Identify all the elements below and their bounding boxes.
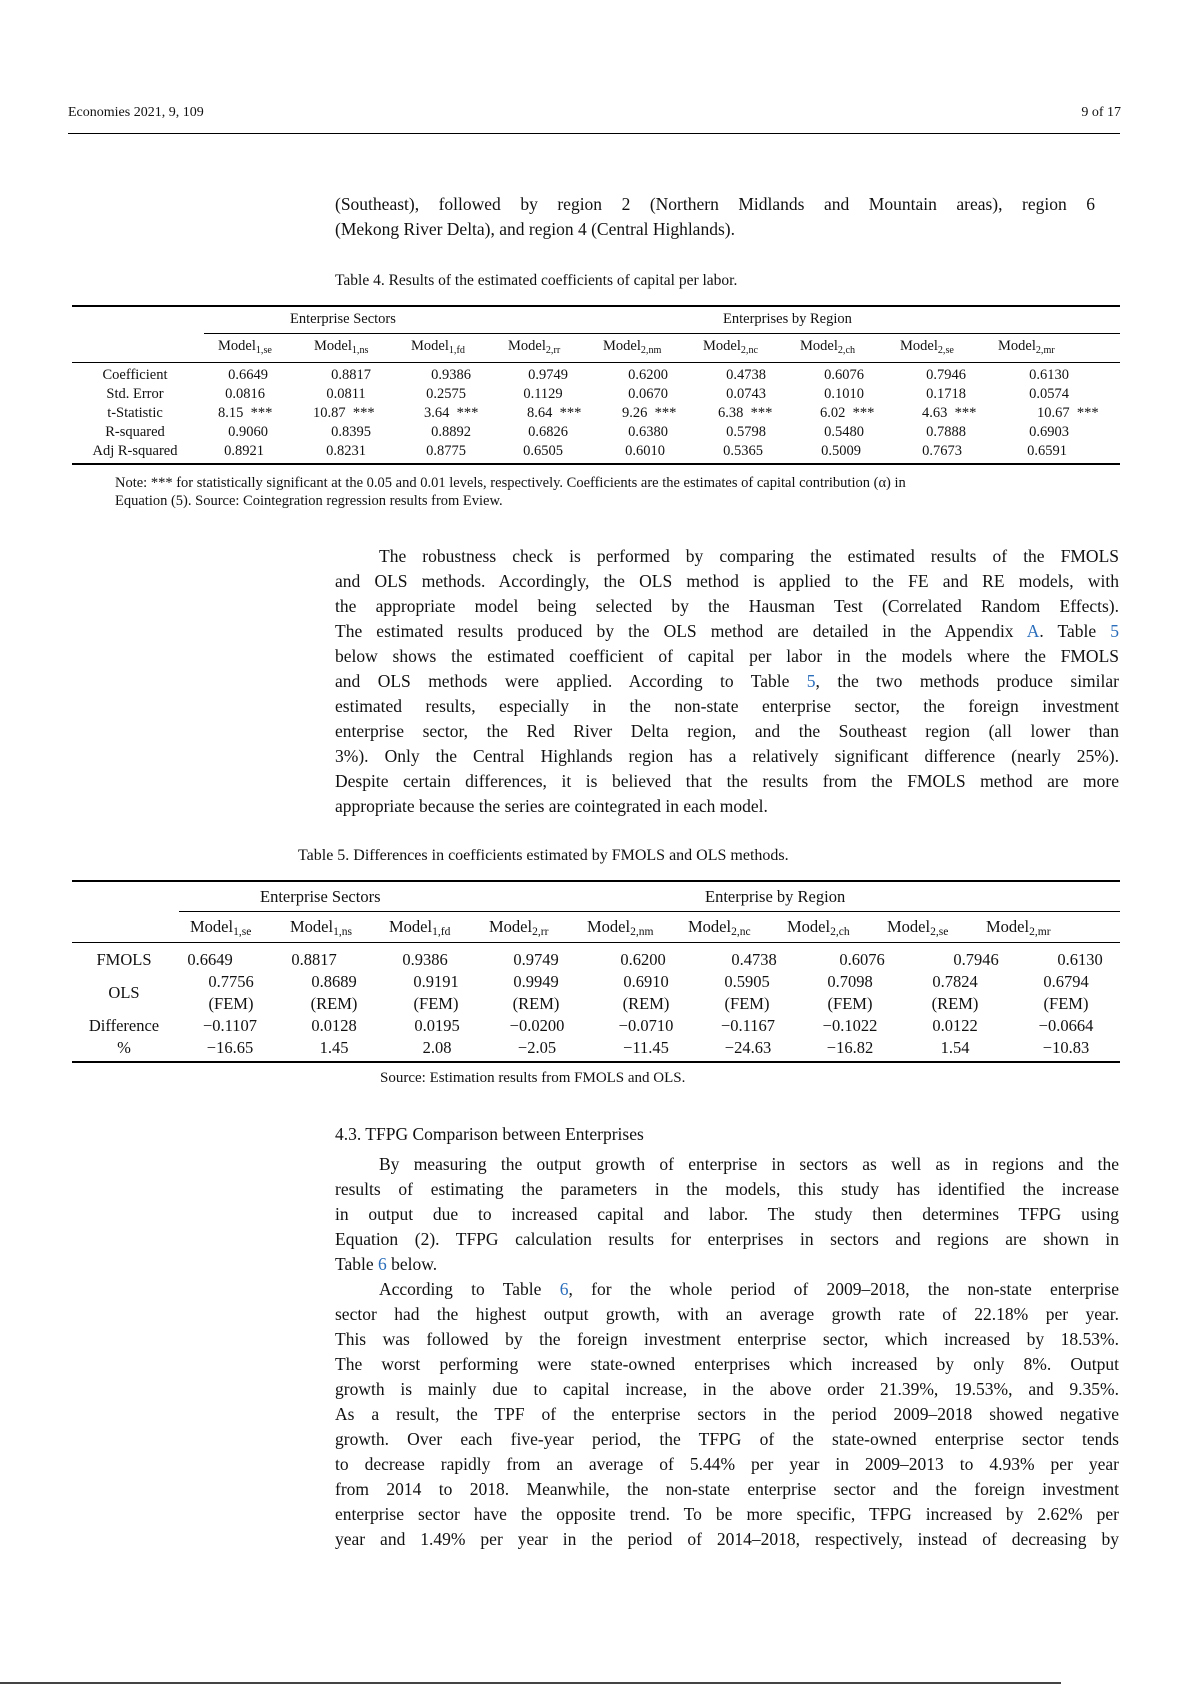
column-header-base: Model [887,917,931,936]
table5-source: Source: Estimation results from FMOLS and OLS. [380,1070,686,1086]
table4-top-rule [72,305,1120,307]
table4-bottom-rule [72,463,1120,465]
journal-citation: Economies 2021, 9, 109 [68,105,204,120]
table5-group-regions: Enterprise by Region [705,887,846,906]
column-header-subscript: 2,nc [740,345,759,356]
table5-cell: 0.7756 [208,972,254,991]
table4-cell: 0.6010 [625,443,665,459]
table4-cell: 6.02 *** [820,405,875,421]
s43-p2-line-4: The worst performing were state-owned enterprises which increased by only 8%. Output [335,1354,1119,1374]
table5-cell: 0.0195 [414,1016,460,1035]
column-header-subscript: 2,mr [1035,345,1055,356]
table5-group-sectors: Enterprise Sectors [260,887,381,906]
table5-cell: 0.7098 [827,972,873,991]
column-header-subscript: 2,rr [532,926,549,938]
table5-cell: 2.08 [422,1038,452,1057]
column-header-base: Model [218,338,256,354]
table4-column-header [603,338,661,356]
table4-cell: 8.15 *** [218,405,273,421]
table4-cell: 0.6826 [528,424,568,440]
table4-cell: 0.0574 [1029,386,1069,402]
table4-row-label: Coefficient [102,367,168,383]
table5-cell: −0.1167 [720,1016,776,1035]
robustness-line-9: 3%). Only the Central Highlands region has a relatively significant difference (nearly 25%). [335,746,1119,766]
table4-cell: 9.26 *** [622,405,677,421]
intro-line-2: (Mekong River Delta), and region 4 (Central Highlands). [335,219,735,239]
table4-row-label: t-Statistic [107,405,163,421]
table5-column-header [587,917,654,938]
s43-p2-line-9: from 2014 to 2018. Meanwhile, the non-state enterprise sector and the foreign investment [335,1479,1119,1499]
table5-cell: −24.63 [724,1038,772,1057]
table5-row-label: FMOLS [96,950,152,969]
table4-cell: 0.1129 [523,386,563,402]
table4-cell: 0.6380 [628,424,668,440]
robustness-line-5: below shows the estimated coefficient of capital per labor in the models where the FMOLS [335,646,1119,666]
table5-cell: −0.0664 [1038,1016,1094,1035]
table5-cell: 0.6200 [620,950,666,969]
column-header-base: Model [290,917,334,936]
table5-cell: 0.6076 [839,950,885,969]
table4-cell: 0.8395 [331,424,371,440]
table5-column-header [489,917,548,938]
table4-cell: 0.5365 [723,443,763,459]
table5-column-header [787,917,850,938]
table5-cell: 0.6649 [187,950,233,969]
s43-p2-line-6: As a result, the TPF of the enterprise sectors in the period 2009–2018 showed negative [335,1404,1119,1424]
table4-cell: 0.2575 [426,386,466,402]
table5-column-header [389,917,450,938]
table5-column-header [986,917,1051,938]
s43-p1-line-5 [335,1252,1119,1277]
table4-cell: 0.9386 [431,367,471,383]
table5-cell-model: (FEM) [208,994,254,1013]
table5-cell: 0.7824 [932,972,978,991]
table5-cell: 0.9949 [513,972,559,991]
table5-cell-model: (FEM) [413,994,459,1013]
column-header-base: Model [900,338,938,354]
table4-cell: 8.64 *** [527,405,582,421]
table4-cell: 0.0743 [726,386,766,402]
column-header-subscript: 2,nm [630,926,654,938]
column-header-base: Model [508,338,546,354]
robustness-line-6-after: , the two methods produce similar [815,671,1119,691]
column-header-subscript: 1,ns [351,345,369,356]
table5-cell: −16.65 [206,1038,254,1057]
robustness-line-6-text: and OLS methods were applied. According to Table [335,671,807,691]
s43-p1-prefix: Table [335,1254,378,1274]
s43-p2-line-8: to decrease rapidly from an average of 5.44% per year in 2009–2013 to 4.93% per year [335,1454,1119,1474]
s43-p2-line-1 [335,1277,1119,1302]
table4-cell: 0.6076 [824,367,864,383]
s43-p2-line-10: enterprise sector have the opposite trend. To be more specific, TFPG increased by 2.62% per [335,1504,1119,1524]
table5-row-label: OLS [108,983,140,1002]
page-number: 9 of 17 [1081,105,1121,120]
table4-note-line-1: Note: *** for statistically significant at the 0.05 and 0.01 levels, respectively. Coefficients are the estimates of capital contribution (α) in [115,475,906,491]
table5-cell: 0.6794 [1043,972,1089,991]
table4-cell: 0.8817 [331,367,371,383]
table5-cell: 0.8689 [311,972,357,991]
s43-p2-suffix: , for the whole period of 2009–2018, the non-state enterprise [568,1279,1119,1299]
table4-cell: 3.64 *** [424,405,479,421]
table5-cell-model: (FEM) [1043,994,1089,1013]
table5-cell: 0.9386 [402,950,448,969]
header-divider [68,133,1120,134]
robustness-line-4 [335,619,1119,644]
s43-p2-line-7: growth. Over each five-year period, the TFPG of the state-owned enterprise sector tends [335,1429,1119,1449]
table5-cell: 0.4738 [731,950,777,969]
s43-p1-line-3: in output due to increased capital and labor. The study then determines TFPG using [335,1204,1119,1224]
s43-p1-line-1: By measuring the output growth of enterprise in sectors as well as in regions and the [379,1154,1119,1174]
table5-column-header [688,917,751,938]
table5-column-header [290,917,352,938]
robustness-line-3: the appropriate model being selected by the Hausman Test (Correlated Random Effects). [335,596,1119,616]
table4-cell: 0.0816 [225,386,265,402]
table4-row-label: Adj R-squared [92,443,178,459]
table5-cell: −0.0710 [618,1016,674,1035]
column-header-subscript: 2,ch [830,926,850,938]
s43-p2-line-5: growth is mainly due to capital increase, in the above order 21.39%, 19.53%, and 9.35%. [335,1379,1119,1399]
table4-column-header [218,338,272,356]
table5-cell: 0.9191 [413,972,459,991]
section-4-3-body [335,1152,1119,1552]
table6-link[interactable]: 6 [559,1279,569,1299]
s43-p2-line-11: year and 1.49% per year in the period of 2014–2018, respectively, instead of decreasing by [335,1529,1119,1549]
section-heading: 4.3. TFPG Comparison between Enterprises [335,1124,644,1144]
table4-cell: 0.0811 [326,386,366,402]
table4-cell: 0.6903 [1029,424,1069,440]
table4-note [115,474,1115,510]
s43-p1-line-2: results of estimating the parameters in the models, this study has identified the increase [335,1179,1119,1199]
table4-cell: 0.5009 [821,443,861,459]
column-header-base: Model [998,338,1036,354]
column-header-base: Model [688,917,732,936]
table4-column-header [411,338,465,356]
table5-top-rule [72,880,1120,882]
table4-row-label: R-squared [105,424,165,440]
table5-cell: −2.05 [517,1038,557,1057]
table4-cell: 0.6130 [1029,367,1069,383]
table5-cell: −0.0200 [509,1016,565,1035]
table5-cell: 0.6130 [1057,950,1103,969]
table4-group-regions: Enterprises by Region [723,311,852,327]
table4-cell: 0.6505 [523,443,563,459]
table4-cell: 10.87 *** [313,405,375,421]
s43-p2-line-2: sector had the highest output growth, with an average growth rate of 22.18% per year. [335,1304,1119,1324]
column-header-subscript: 1,se [255,345,272,356]
robustness-line-4-after: . Table [1039,621,1111,641]
column-header-base: Model [389,917,433,936]
table4-column-header [800,338,855,356]
column-header-subscript: 2,mr [1029,926,1051,938]
column-header-base: Model [190,917,234,936]
table5-cell: 0.5905 [724,972,770,991]
table4-cell: 0.5480 [824,424,864,440]
table4-cell: 0.8921 [224,443,264,459]
table4-cell: 0.8231 [326,443,366,459]
table5-cell: −0.1107 [202,1016,258,1035]
table4-group-sectors: Enterprise Sectors [290,311,396,327]
table4-cell: 0.1718 [926,386,966,402]
table4-column-header [703,338,758,356]
column-header-subscript: 2,se [937,345,954,356]
s43-p2-prefix: According to Table [379,1279,560,1299]
column-header-base: Model [411,338,449,354]
robustness-line-8: enterprise sector, the Red River Delta region, and the Southeast region (all lower than [335,721,1119,741]
table4-cell: 0.6649 [228,367,268,383]
table5-cell: 0.0128 [311,1016,357,1035]
robustness-line-7: estimated results, especially in the non-state enterprise sector, the foreign investment [335,696,1119,716]
s43-p1-line-4: Equation (2). TFPG calculation results for enterprises in sectors and regions are shown in [335,1229,1119,1249]
column-header-base: Model [787,917,831,936]
table5-group-rule [179,911,1120,912]
column-header-subscript: 2,nc [731,926,751,938]
table4-cell: 4.63 *** [922,405,977,421]
column-header-subscript: 1,se [233,926,252,938]
table4-column-header [314,338,368,356]
table5-cell-model: (REM) [622,994,670,1013]
table4-cell: 0.5798 [726,424,766,440]
table4-column-header [998,338,1055,356]
table5-caption: Table 5. Differences in coefficients estimated by FMOLS and OLS methods. [298,847,789,864]
appendix-a-link[interactable]: A [1026,621,1040,641]
table4-cell: 0.7946 [926,367,966,383]
column-header-base: Model [800,338,838,354]
table5-cell: 0.6910 [623,972,669,991]
table4-cell: 0.7673 [922,443,962,459]
table6-link[interactable]: 6 [378,1254,387,1274]
table4-cell: 0.0670 [628,386,668,402]
table4-cell: 0.4738 [726,367,766,383]
table5-column-header [190,917,251,938]
table4-cell: 0.7888 [926,424,966,440]
table5-cell-model: (REM) [931,994,979,1013]
table5-column-header [887,917,948,938]
table4-cell: 0.9749 [528,367,568,383]
column-header-subscript: 2,se [930,926,949,938]
table5-cell: 1.45 [319,1038,349,1057]
table5-cell: −0.1022 [822,1016,878,1035]
robustness-line-11: appropriate because the series are cointegrated in each model. [335,796,768,816]
table5-cell-model: (REM) [310,994,358,1013]
table4-cell: 0.8775 [426,443,466,459]
table5-cell: 0.8817 [291,950,337,969]
table4-cell: 0.1010 [824,386,864,402]
table4-group-rule [204,333,1120,334]
column-header-base: Model [603,338,641,354]
table4-cell: 0.9060 [228,424,268,440]
table5-cell: 0.9749 [513,950,559,969]
table4-header-rule [72,362,1120,363]
column-header-base: Model [489,917,533,936]
table5-link[interactable]: 5 [806,671,816,691]
table5-cell: 0.7946 [953,950,999,969]
robustness-line-1: The robustness check is performed by comparing the estimated results of the FMOLS [379,546,1119,566]
table5-cell: −10.83 [1042,1038,1090,1057]
table5-cell-model: (REM) [512,994,560,1013]
robustness-line-6 [335,669,1119,694]
column-header-subscript: 2,rr [545,345,561,356]
column-header-subscript: 2,ch [837,345,856,356]
table4-cell: 0.8892 [431,424,471,440]
table5-header-rule [72,942,1120,943]
table4-cell: 0.6591 [1027,443,1067,459]
table5-cell: 1.54 [940,1038,970,1057]
column-header-subscript: 1,fd [448,345,465,356]
table4-note-line-2: Equation (5). Source: Cointegration regression results from Eview. [115,493,503,509]
table5-bottom-rule [72,1061,1120,1063]
table4-caption: Table 4. Results of the estimated coefficients of capital per labor. [335,272,738,289]
intro-line-1: (Southeast), followed by region 2 (Northern Midlands and Mountain areas), region 6 [335,194,1095,214]
column-header-subscript: 2,nm [640,345,662,356]
page-bottom-edge [0,1682,1061,1684]
table5-cell-model: (FEM) [724,994,770,1013]
intro-paragraph [335,192,1095,242]
column-header-base: Model [587,917,631,936]
table4-cell: 10.67 *** [1037,405,1099,421]
table4-row-label: Std. Error [106,386,164,402]
table5-cell: −11.45 [623,1038,669,1057]
table4-column-header [900,338,954,356]
table4-cell: 6.38 *** [718,405,773,421]
table5-cell-model: (FEM) [827,994,873,1013]
s43-p1-suffix: below. [386,1254,438,1274]
column-header-subscript: 1,fd [432,926,451,938]
robustness-paragraph [335,544,1119,819]
table4-cell: 0.6200 [628,367,668,383]
table5-link[interactable]: 5 [1110,621,1119,641]
column-header-base: Model [703,338,741,354]
robustness-line-2: and OLS methods. Accordingly, the OLS method is applied to the FE and RE models, with [335,571,1119,591]
table5-row-label: % [117,1038,131,1057]
column-header-subscript: 1,ns [333,926,353,938]
column-header-base: Model [986,917,1030,936]
table5-row-label: Difference [88,1016,160,1035]
table5-cell: −16.82 [826,1038,874,1057]
robustness-line-10: Despite certain differences, it is believed that the results from the FMOLS method are more [335,771,1119,791]
table5-cell: 0.0122 [932,1016,978,1035]
robustness-line-4-text: The estimated results produced by the OLS method are detailed in the Appendix [335,621,1027,641]
s43-p2-line-3: This was followed by the foreign investment enterprise sector, which increased by 18.53%. [335,1329,1119,1349]
table4-column-header [508,338,560,356]
column-header-base: Model [314,338,352,354]
